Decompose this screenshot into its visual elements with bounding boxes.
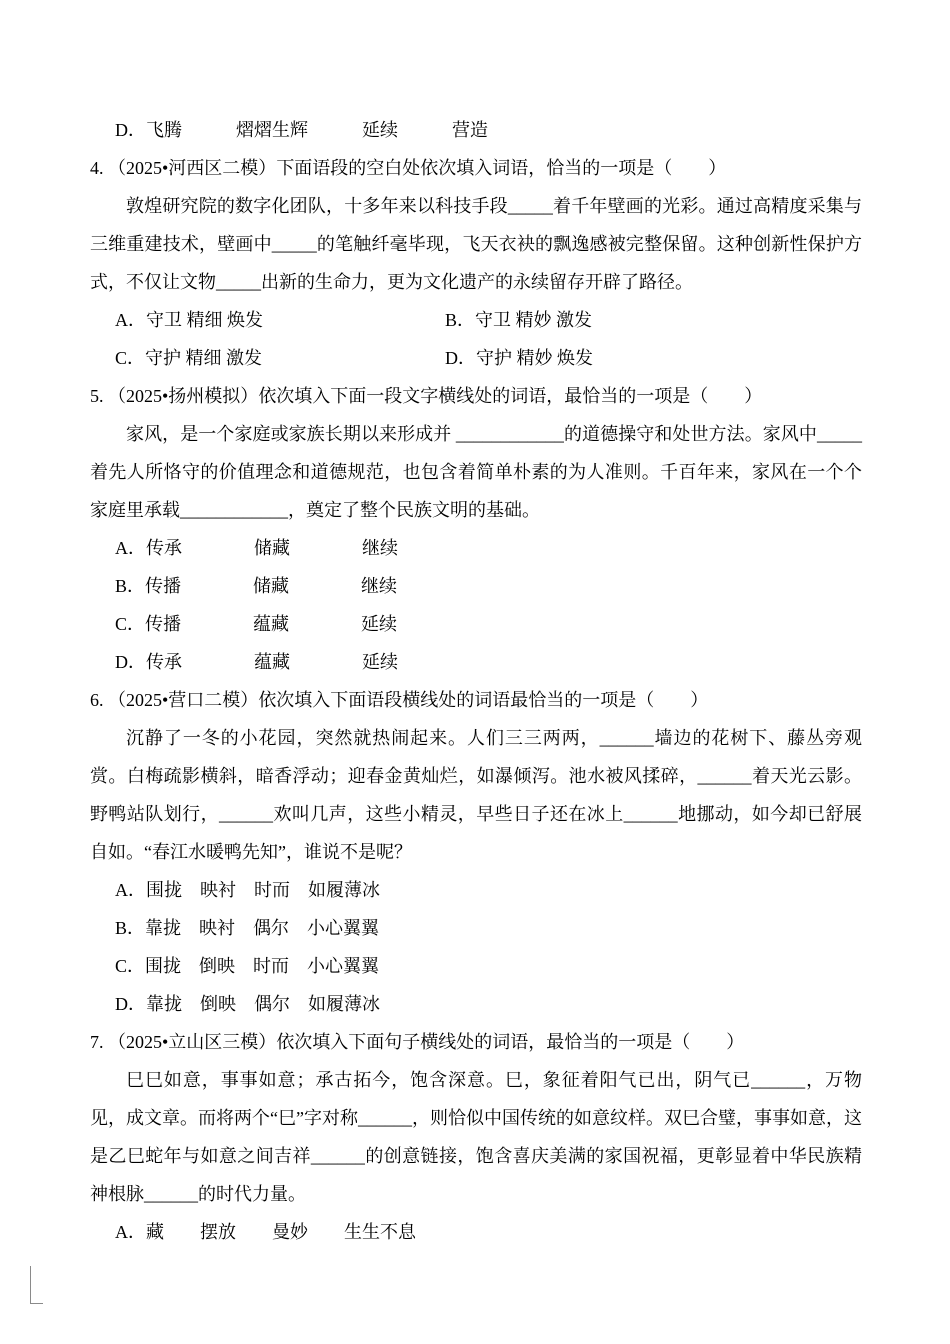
option-c: C．围拢 倒映 时而 小心翼翼 <box>115 956 380 976</box>
option-row <box>115 301 862 339</box>
question-source: （2025•河西区二模） <box>108 158 277 178</box>
question-stem-line <box>90 149 862 187</box>
options-list <box>115 301 862 377</box>
question-passage: 沉静了一冬的小花园，突然就热闹起来。人们三三两两，______墙边的花树下、藤丛旁观赏。白梅疏影横斜，暗香浮动；迎春金黄灿烂，如瀑倾泻。池水被风揉碎，______着天光云影。野鸭站队划行，______欢叫几声，这些小精灵，早些日子还在冰上______地挪动，如今却已舒展自如。“春江水暖鸭先知”，谁说不是呢？ <box>90 728 862 862</box>
question-stem: 依次填入下面句子横线处的词语，最恰当的一项是（ ） <box>276 1032 745 1052</box>
orphan-option-line: D．飞腾 熠熠生辉 延续 营造 <box>115 120 488 140</box>
question-4 <box>90 149 862 377</box>
option-a: A．传承 储藏 继续 <box>115 538 398 558</box>
question-source: （2025•立山区三模） <box>108 1032 277 1052</box>
question-7 <box>90 1023 862 1251</box>
question-number: 6. <box>90 690 104 710</box>
options-list <box>115 1213 862 1251</box>
question-5 <box>90 377 862 681</box>
question-stem-line <box>90 1023 862 1061</box>
option-row <box>115 339 862 377</box>
question-source: （2025•营口二模） <box>108 690 259 710</box>
option-b: B．靠拢 映衬 偶尔 小心翼翼 <box>115 918 380 938</box>
option-a: A．围拢 映衬 时而 如履薄冰 <box>115 880 380 900</box>
question-passage: 家风，是一个家庭或家族长期以来形成并 ____________的道德操守和处世方法。家风中_____着先人所恪守的价值理念和道德规范，也包含着简单朴素的为人准则。千百年来，家风在一个个家庭里承载____________，奠定了整个民族文明的基础。 <box>90 424 862 520</box>
option-a: A．守卫 精细 焕发 <box>115 310 263 330</box>
option-d: D．传承 蕴藏 延续 <box>115 652 398 672</box>
options-list <box>115 529 862 681</box>
question-stem: 下面语段的空白处依次填入词语，恰当的一项是（ ） <box>276 158 727 178</box>
text-boundary-corner-mark <box>30 1266 43 1304</box>
question-stem-line <box>90 681 862 719</box>
question-stem: 依次填入下面一段文字横线处的词语，最恰当的一项是（ ） <box>258 386 763 406</box>
question-source: （2025•扬州模拟） <box>108 386 259 406</box>
question-stem-line <box>90 377 862 415</box>
option-d: D．靠拢 倒映 偶尔 如履薄冰 <box>115 994 380 1014</box>
question-stem: 依次填入下面语段横线处的词语最恰当的一项是（ ） <box>258 690 709 710</box>
question-passage: 敦煌研究院的数字化团队，十多年来以科技手段_____着千年壁画的光彩。通过高精度采集与三维重建技术，壁画中_____的笔触纤毫毕现，飞天衣袂的飘逸感被完整保留。这种创新性保护方式，不仅让文物_____出新的生命力，更为文化遗产的永续留存开辟了路径。 <box>90 196 862 292</box>
question-number: 5. <box>90 386 104 406</box>
option-c: C．守护 精细 激发 <box>115 348 263 368</box>
question-passage: 巳巳如意，事事如意；承古拓今，饱含深意。巳，象征着阳气已出，阴气已______，万物见，成文章。而将两个“巳”字对称______，则恰似中国传统的如意纹样。双巳合璧，事事如意，这是乙巳蛇年与如意之间吉祥______的创意链接，饱含喜庆美满的家国祝福，更彰显着中华民族精神根脉______的时代力量。 <box>90 1070 862 1204</box>
question-6 <box>90 681 862 1023</box>
option-b: B．守卫 精妙 激发 <box>445 310 593 330</box>
option-c: C．传播 蕴藏 延续 <box>115 614 398 634</box>
option-a: A．藏 摆放 曼妙 生生不息 <box>115 1222 416 1242</box>
option-d: D．守护 精妙 焕发 <box>445 348 593 368</box>
question-number: 4. <box>90 158 104 178</box>
option-b: B．传播 储藏 继续 <box>115 576 398 596</box>
document-body <box>90 111 862 1251</box>
question-number: 7. <box>90 1032 104 1052</box>
options-list <box>115 871 862 1023</box>
